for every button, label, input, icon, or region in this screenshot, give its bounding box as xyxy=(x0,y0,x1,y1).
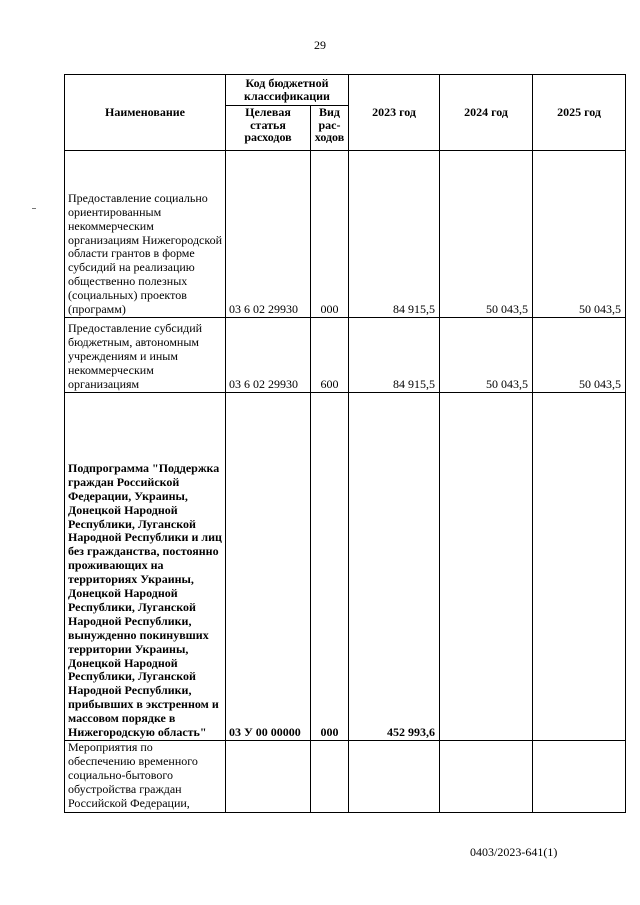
row-name: Предоставление субсидий бюджетным, автономным учреждениям и иным некоммерческим организациям xyxy=(65,318,226,393)
row-2025: 50 043,5 xyxy=(533,318,626,393)
header-budget-code: Код бюджетной классификации xyxy=(226,75,349,106)
row-2024: 50 043,5 xyxy=(440,318,533,393)
row-2025 xyxy=(533,741,626,813)
row-name: Предоставление социально ориентированным некоммерческим организациям Нижегородской области грантов в форме субсидий на реализацию общественно полезных (социальных) проектов (программ) xyxy=(65,151,226,318)
row-2023 xyxy=(349,741,440,813)
table-row xyxy=(65,741,626,813)
row-name: Подпрограмма "Поддержка граждан Российской Федерации, Украины, Донецкой Народной Республики, Луганской Народной Республики и лиц без гражданства, постоянно проживающих на территориях Украины, Донецкой Народной Республики, Луганской Народной Республики, вынужденно покинувших территории Украины, Донецкой Народной Республики, Луганской Народной Республики, прибывших в экстренном и массовом порядке в Нижегородскую область" xyxy=(65,393,226,741)
header-name: Наименование xyxy=(65,75,226,151)
header-vid-line2: ходов xyxy=(314,130,345,145)
row-2024 xyxy=(440,393,533,741)
header-row-1 xyxy=(65,75,626,106)
row-2023: 84 915,5 xyxy=(349,318,440,393)
row-vid: 000 xyxy=(311,393,349,741)
row-2024 xyxy=(440,741,533,813)
row-code: 03 6 02 29930 xyxy=(226,318,311,393)
header-2023: 2023 год xyxy=(349,75,440,151)
table-row xyxy=(65,393,626,741)
row-2025 xyxy=(533,393,626,741)
row-code: 03 У 00 00000 xyxy=(226,393,311,741)
page-number: 29 xyxy=(314,38,326,52)
row-code: 03 6 02 29930 xyxy=(226,151,311,318)
margin-mark xyxy=(32,208,36,209)
header-expense-type xyxy=(311,106,349,151)
header-vid-line1: Вид рас- xyxy=(318,105,341,132)
header-2025: 2025 год xyxy=(533,75,626,151)
row-vid: 600 xyxy=(311,318,349,393)
row-2023: 452 993,6 xyxy=(349,393,440,741)
header-target-article: Целевая статья расходов xyxy=(226,106,311,151)
row-2025: 50 043,5 xyxy=(533,151,626,318)
document-number: 0403/2023-641(1) xyxy=(470,845,558,859)
header-2024: 2024 год xyxy=(440,75,533,151)
row-2024: 50 043,5 xyxy=(440,151,533,318)
row-2023: 84 915,5 xyxy=(349,151,440,318)
row-vid: 000 xyxy=(311,151,349,318)
table-row xyxy=(65,151,626,318)
row-name: Мероприятия по обеспечению временного социально-бытового обустройства граждан Российской Федерации, xyxy=(65,741,226,813)
table-row xyxy=(65,318,626,393)
row-code xyxy=(226,741,311,813)
row-vid xyxy=(311,741,349,813)
budget-table xyxy=(64,74,625,821)
